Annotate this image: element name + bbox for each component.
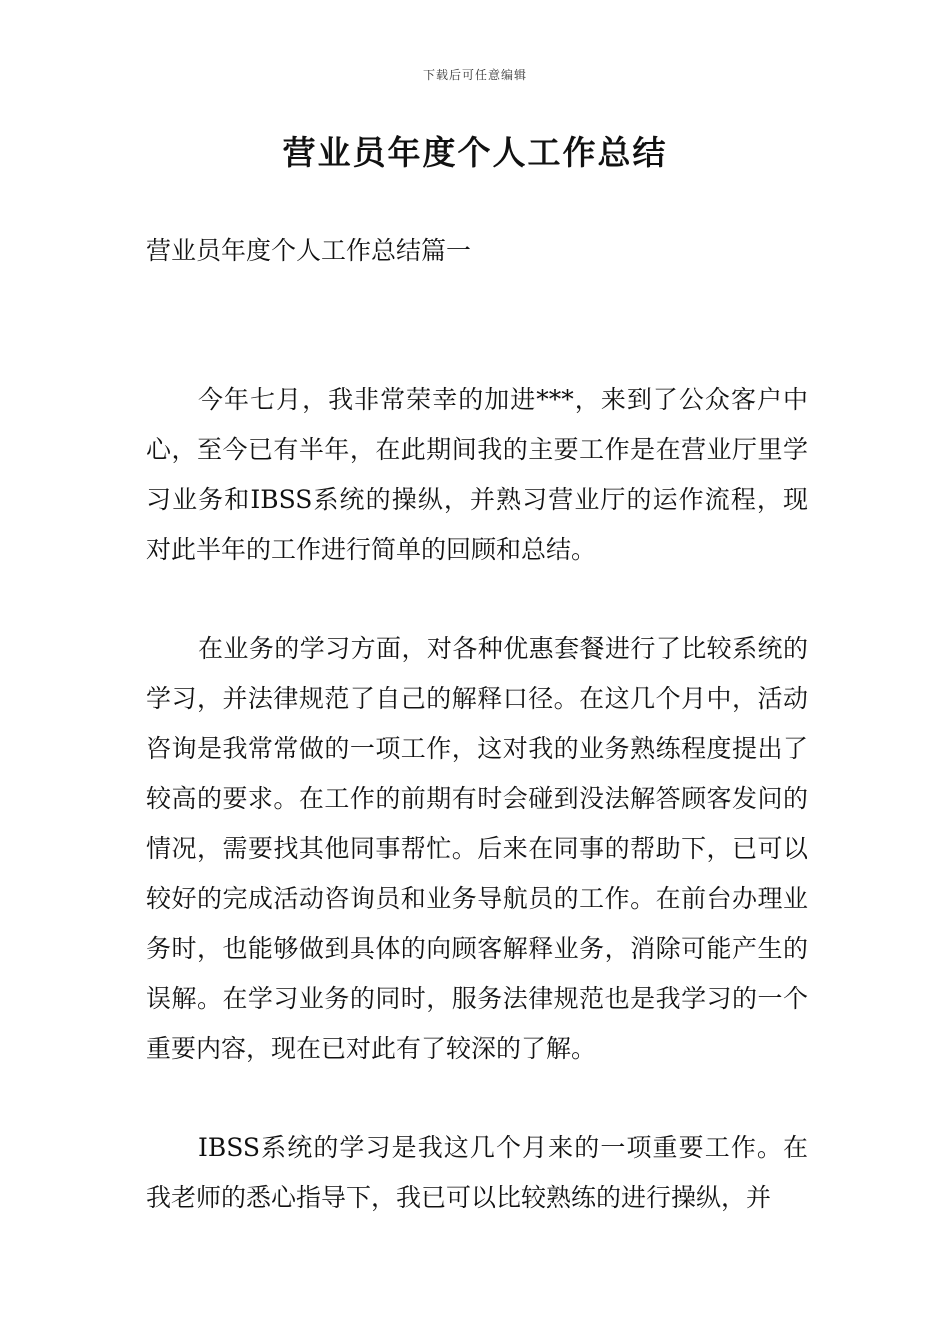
paragraph: 今年七月，我非常荣幸的加进***，来到了公众客户中心，至今已有半年，在此期间我的主要工作是在营业厅里学习业务和IBSS系统的操纵，并熟习营业厅的运作流程，现对此半年的工作进行简单的回顾和总结。 — [146, 385, 808, 564]
paragraph: 在业务的学习方面，对各种优惠套餐进行了比较系统的学习，并法律规范了自己的解释口径。在这几个月中，活动咨询是我常常做的一项工作，这对我的业务熟练程度提出了较高的要求。在工作的前期有时会碰到没法解答顾客发问的情况，需要找其他同事帮忙。后来在同事的帮助下，已可以较好的完成活动咨询员和业务导航员的工作。在前台办理业务时，也能够做到具体的向顾客解释业务，消除可能产生的误解。在学习业务的同时，服务法律规范也是我学习的一个重要内容，现在已对此有了较深的了解。 — [146, 634, 808, 1063]
document-title: 营业员年度个人工作总结 — [282, 133, 668, 172]
paragraph: IBSS系统的学习是我这几个月来的一项重要工作。在我老师的悉心指导下，我已可以比较熟练的进行操纵，并 — [146, 1133, 808, 1212]
document-body — [146, 375, 808, 1272]
header-note: 下载后可任意编辑 — [422, 68, 527, 82]
section-heading: 营业员年度个人工作总结篇一 — [146, 236, 472, 265]
